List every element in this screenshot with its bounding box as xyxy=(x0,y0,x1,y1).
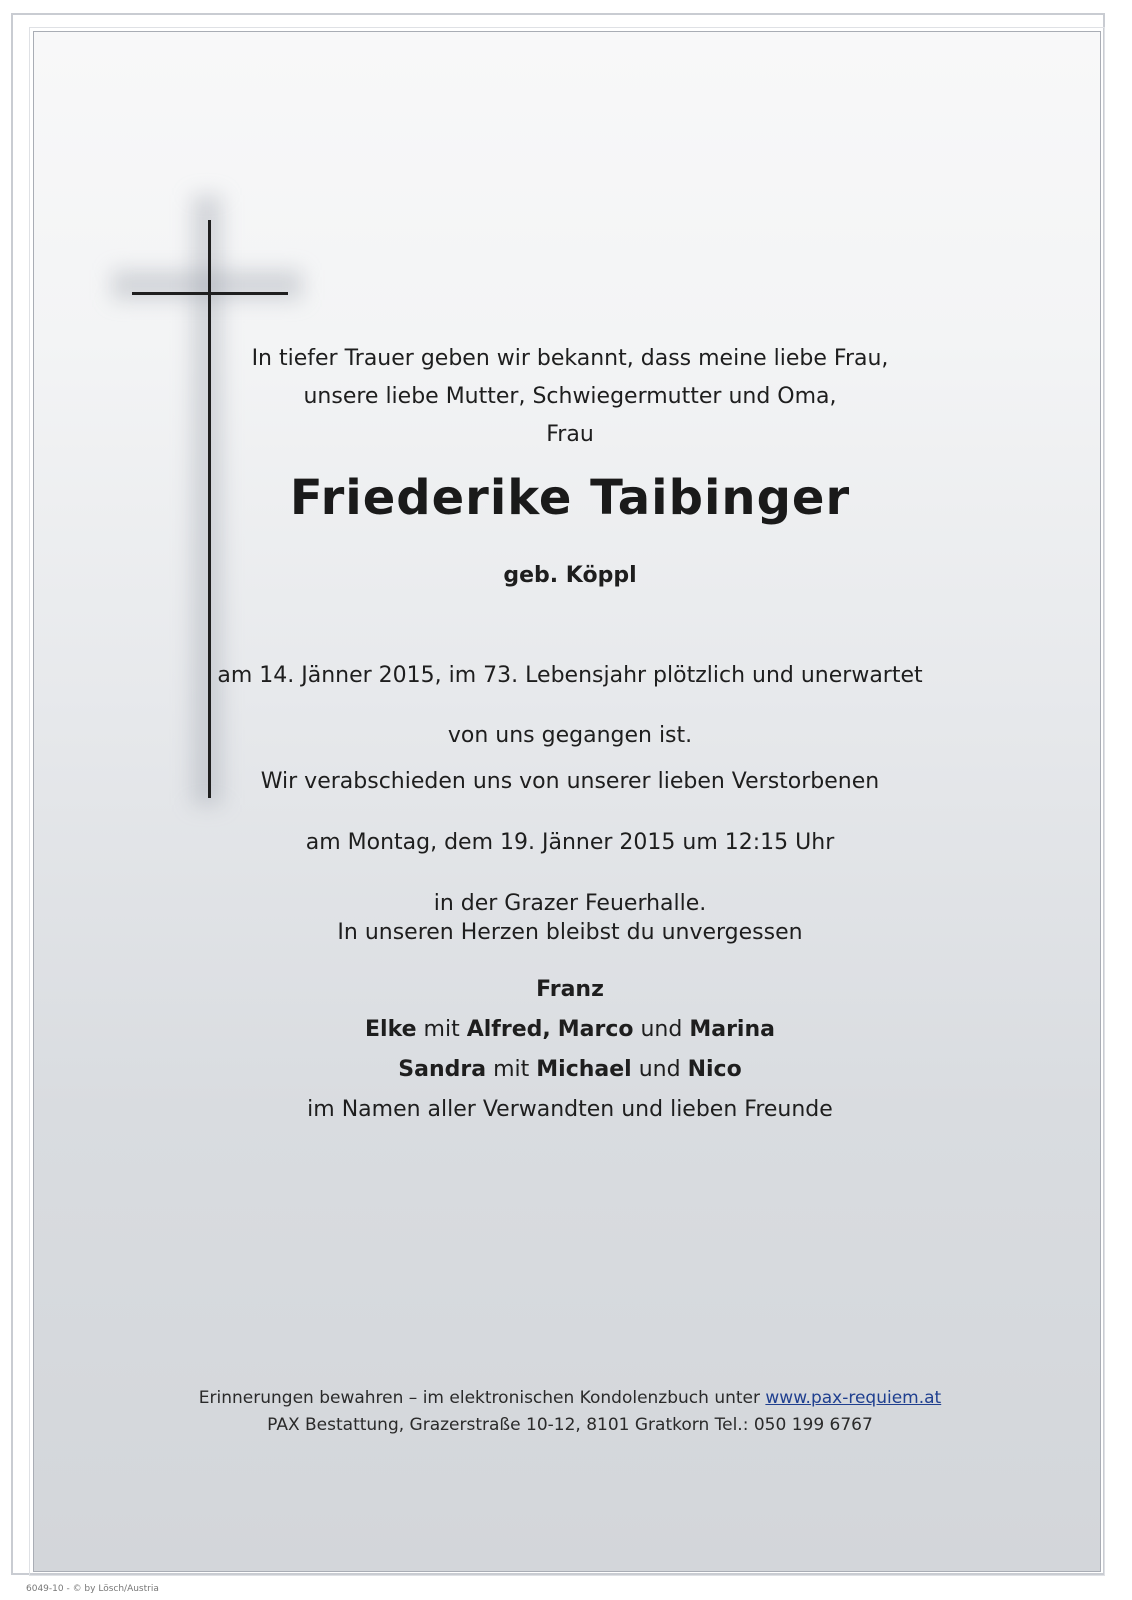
family-line xyxy=(180,1050,960,1090)
family-line xyxy=(180,970,960,1010)
farewell-line: am Montag, dem 19. Jänner 2015 um 12:15 Uhr xyxy=(305,830,835,855)
family-member: Alfred, xyxy=(466,1017,551,1042)
family-member: Michael xyxy=(536,1057,632,1082)
farewell-line: in der Grazer Feuerhalle. xyxy=(433,891,707,916)
maiden-name: geb. Köppl xyxy=(503,563,637,588)
connector-word: und xyxy=(640,1017,683,1042)
family-member: Sandra xyxy=(398,1057,487,1082)
footer-address: PAX Bestattung, Grazerstraße 10-12, 8101 Gratkorn Tel.: 050 199 6767 xyxy=(267,1415,873,1435)
farewell-notice xyxy=(180,740,960,945)
relatives-line: im Namen aller Verwandten und lieben Freunde xyxy=(307,1097,833,1122)
condolence-book-link[interactable]: www.pax-requiem.at xyxy=(765,1388,942,1408)
family-line xyxy=(180,1010,960,1050)
family-member: Elke xyxy=(365,1017,417,1042)
family-member: Franz xyxy=(536,977,604,1002)
remembrance-line: In unseren Herzen bleibst du unvergessen xyxy=(337,920,803,945)
intro-text xyxy=(180,340,960,454)
family-member: Nico xyxy=(687,1057,742,1082)
death-line: von uns gegangen ist. xyxy=(447,723,693,748)
printer-mark: 6049-10 - © by Lösch/Austria xyxy=(26,1584,159,1594)
connector-word: mit xyxy=(493,1057,530,1082)
intro-line: unsere liebe Mutter, Schwiegermutter und Oma, xyxy=(303,384,837,409)
footer-text: Erinnerungen bewahren – im elektronischen Kondolenzbuch unter xyxy=(198,1388,760,1408)
cross-icon xyxy=(132,292,288,295)
family-list xyxy=(180,970,960,1130)
connector-word: und xyxy=(638,1057,681,1082)
footer-line xyxy=(150,1385,990,1412)
footer xyxy=(150,1385,990,1439)
family-member: Marco xyxy=(557,1017,634,1042)
deceased-name: Friederike Taibinger xyxy=(289,470,851,526)
connector-word: mit xyxy=(423,1017,460,1042)
family-member: Marina xyxy=(689,1017,775,1042)
cross-shadow xyxy=(112,270,302,300)
death-line: am 14. Jänner 2015, im 73. Lebensjahr plötzlich und unerwartet xyxy=(217,663,923,688)
intro-line: In tiefer Trauer geben wir bekannt, dass meine liebe Frau, xyxy=(251,346,889,371)
intro-line: Frau xyxy=(546,422,594,447)
farewell-line: Wir verabschieden uns von unserer lieben Verstorbenen xyxy=(260,769,880,794)
